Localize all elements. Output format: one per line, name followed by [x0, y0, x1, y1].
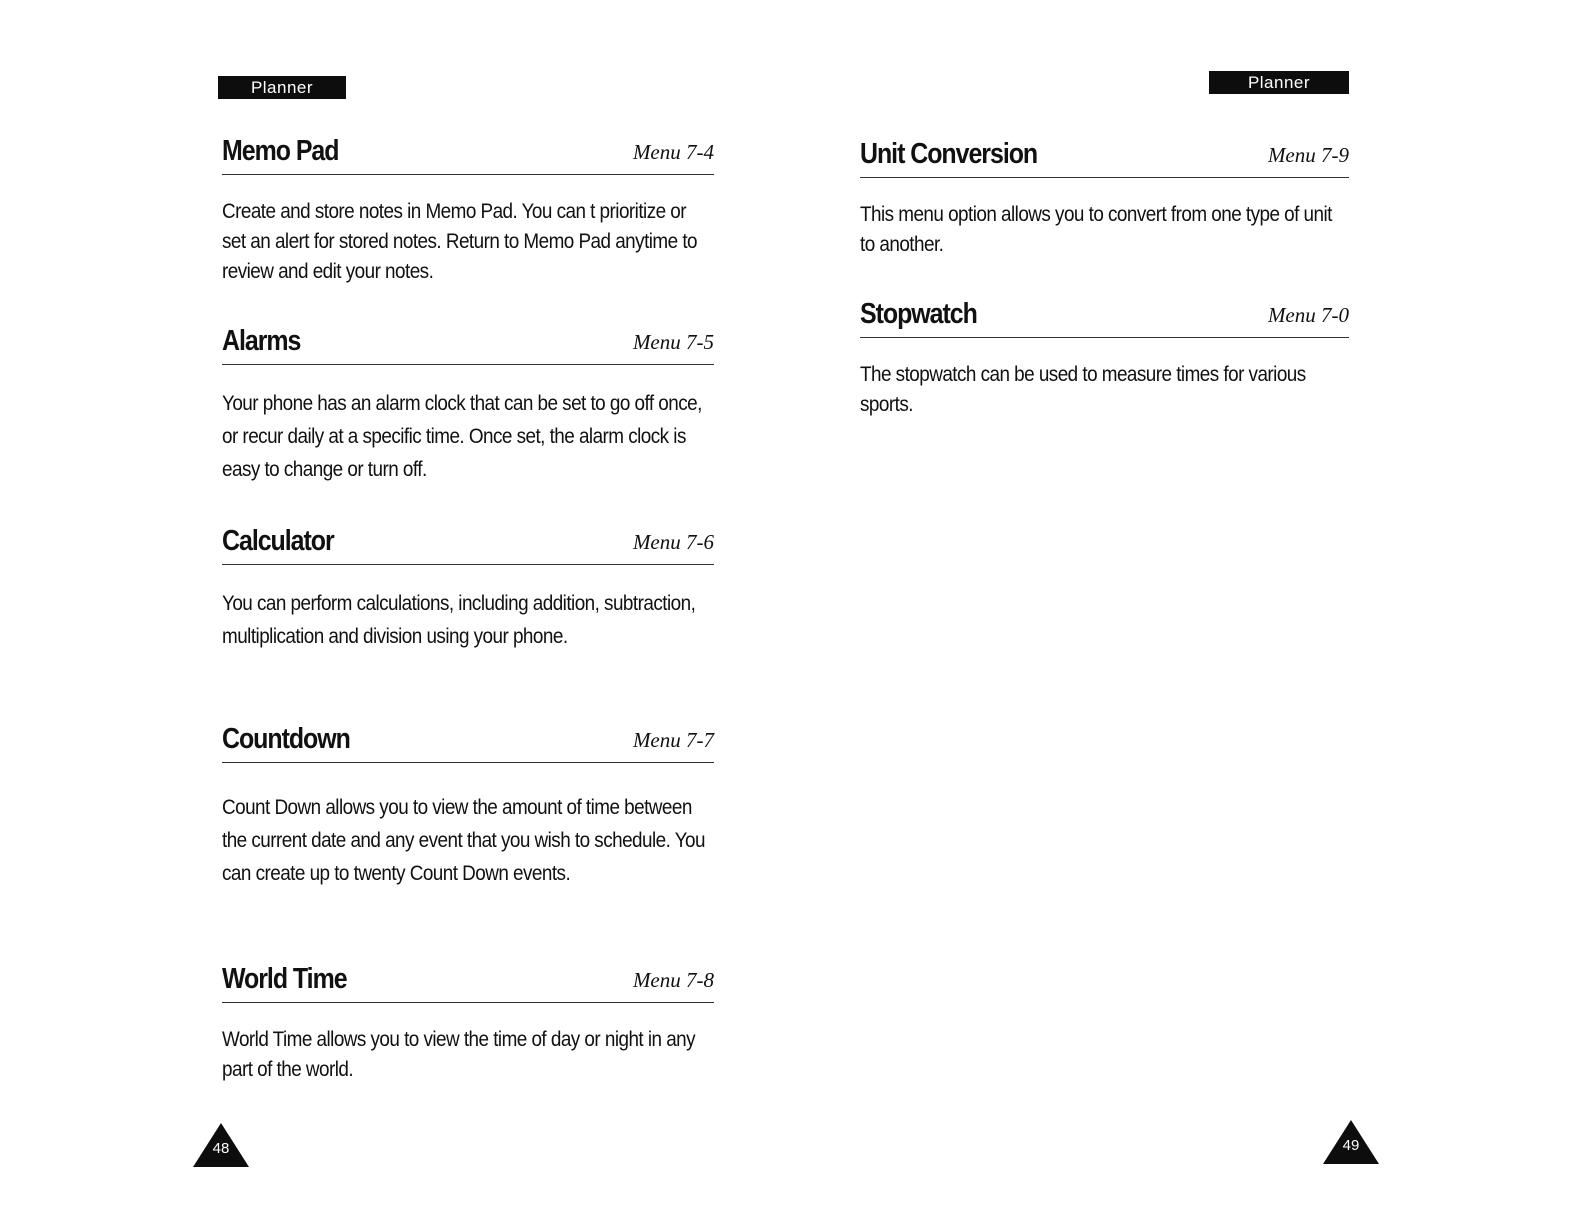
section-alarms [222, 320, 714, 486]
section-body: This menu option allows you to convert from one type of unit to another. [860, 203, 1332, 256]
section-header [222, 958, 714, 1003]
section-tab: Planner [1209, 71, 1349, 94]
section-unit-conversion [860, 133, 1349, 260]
section-tab: Planner [218, 76, 346, 99]
menu-reference: Menu 7-4 [632, 140, 714, 164]
section-title: World Time [222, 963, 347, 995]
section-body: Count Down allows you to view the amount of time between the current date and any event that you wish to schedule. You can create up to twenty Count Down events. [222, 796, 705, 885]
menu-reference: Menu 7-8 [632, 968, 714, 992]
menu-reference: Menu 7-7 [632, 728, 714, 752]
section-header [860, 293, 1349, 338]
section-body: You can perform calculations, including addition, subtraction, multiplication and division using your phone. [222, 592, 696, 648]
section-body: Create and store notes in Memo Pad. You can t prioritize or set an alert for stored notes. Return to Memo Pad anytime to review and edit your notes. [222, 200, 698, 283]
section-countdown [222, 718, 714, 890]
section-world-time [222, 958, 714, 1085]
section-title: Stopwatch [860, 298, 977, 330]
section-body: World Time allows you to view the time of day or night in any part of the world. [222, 1028, 696, 1081]
page-number-triangle [193, 1123, 249, 1167]
menu-reference: Menu 7-0 [1267, 303, 1349, 327]
section-header [222, 520, 714, 565]
right-page [789, 0, 1578, 1221]
section-title: Unit Conversion [860, 138, 1038, 170]
page-number-triangle [1323, 1120, 1379, 1164]
section-calculator [222, 520, 714, 653]
menu-reference: Menu 7-6 [632, 530, 714, 554]
section-header [860, 133, 1349, 178]
section-memo-pad [222, 130, 714, 287]
section-body: The stopwatch can be used to measure times for various sports. [860, 363, 1306, 416]
page-number: 49 [1342, 1137, 1360, 1154]
section-title: Alarms [222, 325, 301, 357]
section-body: Your phone has an alarm clock that can be set to go off once, or recur daily at a specific time. Once set, the alarm clock is easy to change or turn off. [222, 392, 702, 481]
section-stopwatch [860, 293, 1349, 420]
section-title: Calculator [222, 525, 334, 557]
menu-reference: Menu 7-5 [632, 330, 714, 354]
section-header [222, 718, 714, 763]
section-header [222, 320, 714, 365]
section-title: Memo Pad [222, 135, 339, 167]
section-title: Countdown [222, 723, 350, 755]
page-number: 48 [212, 1140, 230, 1157]
section-header [222, 130, 714, 175]
menu-reference: Menu 7-9 [1267, 143, 1349, 167]
